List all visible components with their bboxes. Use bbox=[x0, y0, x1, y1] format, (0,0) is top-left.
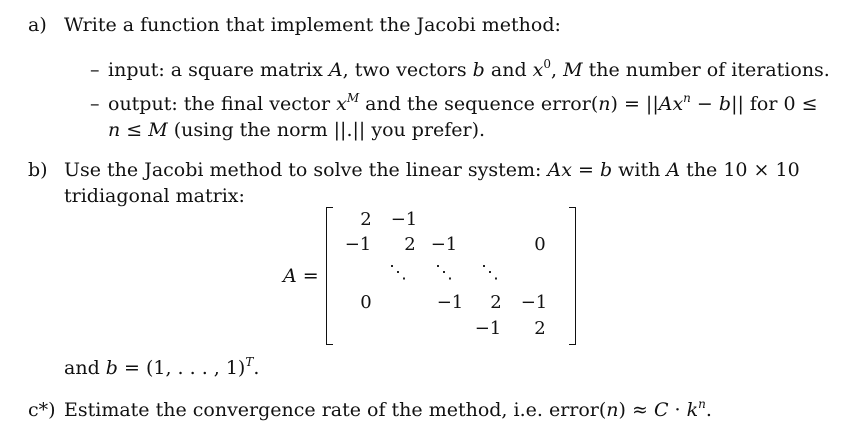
matrix-entry: −1 bbox=[430, 234, 458, 255]
superscript: M bbox=[346, 91, 360, 105]
tridiagonal-matrix bbox=[326, 207, 576, 345]
var-b: b bbox=[105, 357, 118, 379]
matrix-right-bracket bbox=[569, 207, 576, 345]
input-text: and bbox=[484, 59, 533, 81]
part-b-text: with bbox=[612, 159, 667, 181]
output-text: (using the norm ||.|| you prefer). bbox=[167, 119, 486, 141]
matrix-entry: 2 bbox=[490, 292, 502, 313]
var-b: b bbox=[599, 159, 613, 181]
matrix-entry: 2 bbox=[360, 209, 372, 230]
part-b-text: Use the Jacobi method to solve the linear system: bbox=[64, 159, 548, 181]
input-text: the number of iterations. bbox=[582, 59, 830, 81]
part-b-text: the 10 × 10 bbox=[680, 159, 800, 181]
superscript: n bbox=[683, 91, 691, 105]
matrix-entry: −1 bbox=[344, 234, 372, 255]
part-b-continuation bbox=[64, 185, 245, 207]
input-bullet bbox=[90, 59, 830, 81]
and-text: . bbox=[253, 357, 260, 379]
and-text: and bbox=[64, 357, 106, 379]
input-text: input: a square matrix bbox=[108, 59, 329, 81]
superscript: T bbox=[245, 355, 254, 369]
var-x: x bbox=[532, 59, 544, 81]
var-M: M bbox=[563, 59, 583, 81]
matrix-entry: −1 bbox=[474, 318, 502, 339]
matrix-entry: −1 bbox=[520, 292, 548, 313]
var-Ax: Ax bbox=[658, 93, 684, 115]
diagonal-dots: ⋱ bbox=[435, 262, 453, 283]
superscript: n bbox=[698, 397, 706, 411]
output-text: ≤ bbox=[120, 119, 149, 141]
var-A: A bbox=[666, 159, 681, 181]
part-b-text: = bbox=[571, 159, 600, 181]
vector-b-definition bbox=[64, 357, 259, 379]
and-text: = (1, . . . , 1) bbox=[117, 357, 246, 379]
input-text: , two vectors bbox=[342, 59, 473, 81]
part-c-heading bbox=[28, 399, 712, 421]
matrix-entry: −1 bbox=[436, 292, 464, 313]
var-M: M bbox=[148, 119, 168, 141]
part-c-text: . bbox=[705, 399, 712, 421]
part-a-heading bbox=[28, 14, 561, 36]
matrix-left-bracket bbox=[326, 207, 333, 345]
var-Ax: Ax bbox=[547, 159, 572, 181]
part-a-text: Write a function that implement the Jacobi method: bbox=[64, 14, 561, 36]
matrix-entry: 0 bbox=[534, 234, 546, 255]
var-n: n bbox=[108, 119, 121, 141]
var-x: x bbox=[336, 93, 347, 115]
output-text: − bbox=[690, 93, 719, 115]
part-b-label: b) bbox=[28, 159, 48, 181]
matrix-entry: 2 bbox=[534, 318, 546, 339]
matrix-entry: −1 bbox=[390, 209, 418, 230]
output-bullet-continuation bbox=[108, 119, 485, 141]
part-c-text: Estimate the convergence rate of the method, i.e. error( bbox=[64, 399, 607, 421]
part-c-text: ) ≈ bbox=[618, 399, 654, 421]
matrix-label: A = bbox=[283, 265, 319, 287]
var-A: A bbox=[328, 59, 343, 81]
bullet-dash: – bbox=[90, 93, 100, 115]
output-bullet bbox=[90, 93, 818, 115]
diagonal-dots: ⋱ bbox=[389, 262, 407, 283]
output-text: output: the final vector bbox=[108, 93, 337, 115]
output-text: ) = || bbox=[610, 93, 659, 115]
output-text: || for 0 ≤ bbox=[731, 93, 818, 115]
part-b-text: tridiagonal matrix: bbox=[64, 185, 245, 207]
part-c-label: c*) bbox=[28, 399, 56, 421]
bullet-dash: – bbox=[90, 59, 100, 81]
var-n: n bbox=[606, 399, 619, 421]
output-text: and the sequence error( bbox=[359, 93, 599, 115]
part-a-label: a) bbox=[28, 14, 47, 36]
var-n: n bbox=[598, 93, 611, 115]
diagonal-dots: ⋱ bbox=[481, 262, 499, 283]
superscript: 0 bbox=[543, 57, 552, 71]
var-b: b bbox=[472, 59, 485, 81]
part-b-heading bbox=[28, 159, 800, 181]
var-k: k bbox=[686, 399, 699, 421]
matrix-entry: 2 bbox=[404, 234, 416, 255]
input-text: , bbox=[551, 59, 564, 81]
part-c-text: · bbox=[668, 399, 687, 421]
var-C: C bbox=[653, 399, 669, 421]
var-b: b bbox=[718, 93, 732, 115]
matrix-entry: 0 bbox=[360, 292, 372, 313]
